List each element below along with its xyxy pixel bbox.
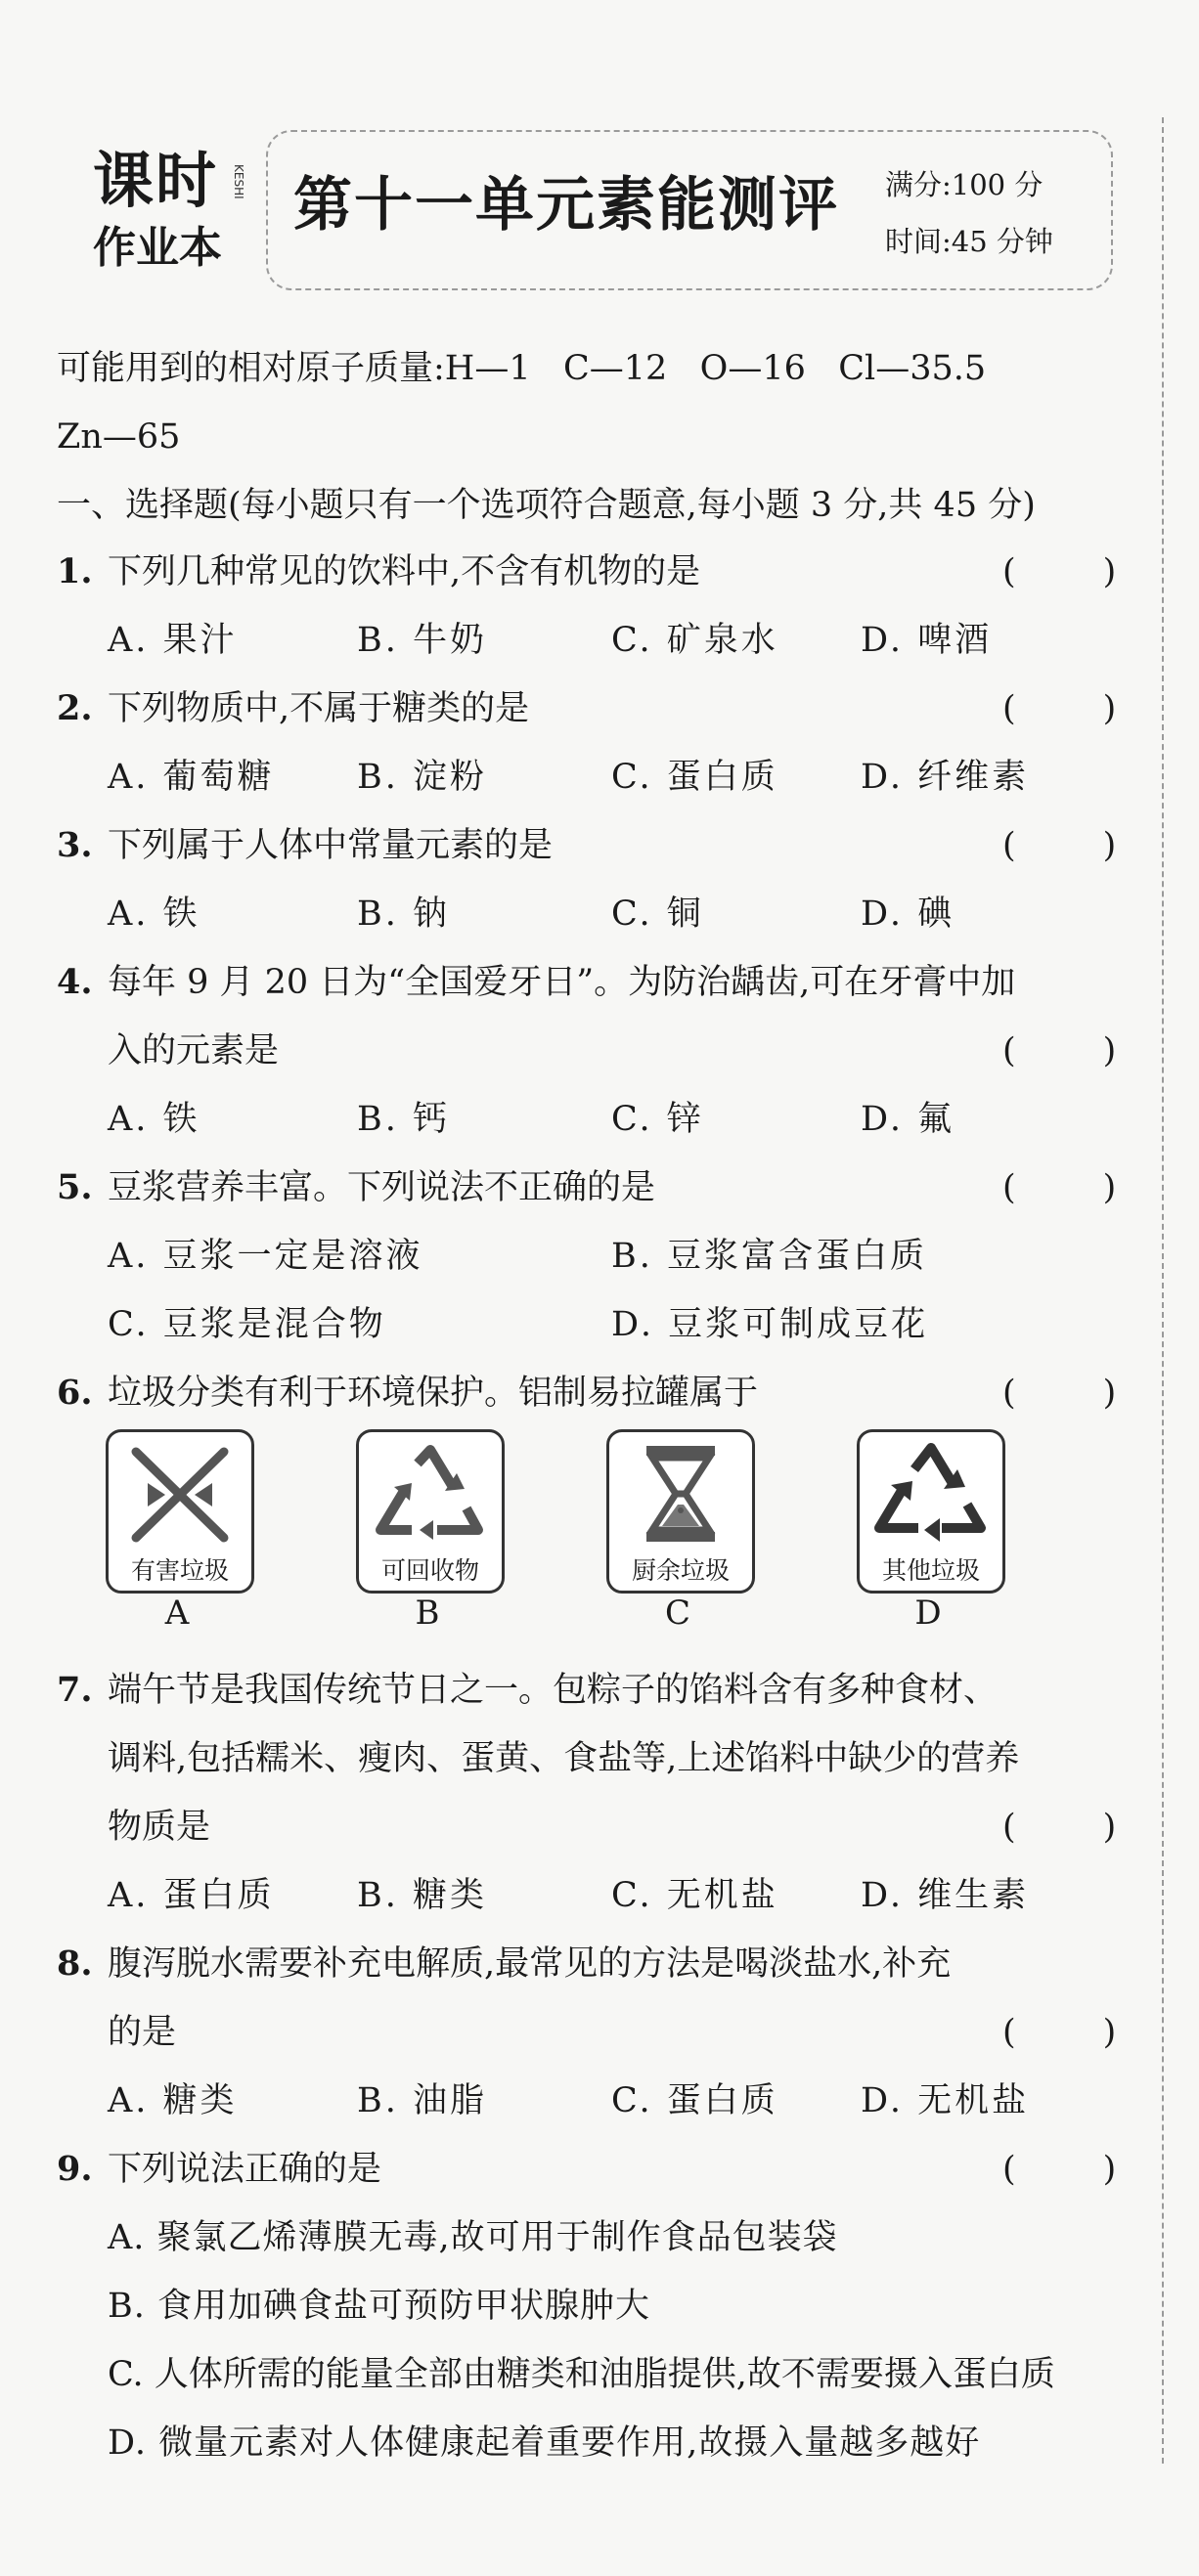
answer-bracket[interactable]: ( ) [1002, 826, 1117, 865]
option-c: C. 无机盐 [611, 1876, 778, 1915]
question-text: 端午节是我国传统节日之一。包粽子的馅料含有多种食材、 [108, 1671, 999, 1710]
question-number: 9. [57, 2149, 93, 2189]
option-a: A. 铁 [108, 895, 200, 934]
option-b: B. 淀粉 [357, 758, 487, 797]
sign-label: 可回收物 [380, 1556, 479, 1585]
option-d: D. 微量元素对人体健康起着重要作用,故摄入量越多越好 [108, 2423, 981, 2463]
kitchen-waste-sign [606, 1429, 755, 1594]
question-text: 豆浆营养丰富。下列说法不正确的是 [108, 1168, 656, 1207]
option-b: B. 钠 [357, 895, 450, 934]
page-title: 第十一单元素能测评 [293, 171, 839, 240]
hazardous-waste-sign [106, 1429, 254, 1594]
option-a: A. 聚氯乙烯薄膜无毒,故可用于制作食品包装袋 [108, 2218, 838, 2257]
option-c-letter: C [664, 1594, 690, 1633]
recyclable-icon [369, 1440, 492, 1548]
option-c: C. 铜 [611, 895, 704, 934]
question-text: 下列说法正确的是 [108, 2150, 382, 2189]
answer-bracket[interactable]: ( ) [1002, 1031, 1117, 1070]
option-c: C. 蛋白质 [611, 758, 778, 797]
logo [93, 145, 245, 293]
answer-bracket[interactable]: ( ) [1002, 1808, 1117, 1847]
option-c: C. 蛋白质 [611, 2081, 778, 2120]
option-d: D. 豆浆可制成豆花 [611, 1305, 929, 1344]
sign-label: 有害垃圾 [130, 1556, 229, 1585]
option-b: B. 豆浆富含蛋白质 [611, 1237, 927, 1276]
question-number: 4. [57, 962, 93, 1002]
option-b: B. 钙 [357, 1100, 450, 1139]
margin-dashed-line [1162, 117, 1164, 2464]
answer-bracket[interactable]: ( ) [1002, 2150, 1117, 2189]
kitchen-waste-icon [619, 1440, 742, 1548]
option-d: D. 碘 [861, 895, 955, 934]
question-number: 5. [57, 1167, 93, 1207]
option-d: D. 氟 [861, 1100, 955, 1139]
answer-bracket[interactable]: ( ) [1002, 2013, 1117, 2052]
question-text-cont: 的是 [108, 2013, 177, 2052]
question-text: 下列属于人体中常量元素的是 [108, 826, 554, 865]
hazardous-waste-icon [118, 1440, 242, 1548]
exam-meta [885, 156, 1053, 270]
logo-line1: 课时 [93, 145, 219, 216]
option-d: D. 维生素 [861, 1876, 1030, 1915]
question-text: 每年 9 月 20 日为“全国爱牙日”。为防治龋齿,可在牙膏中加 [108, 963, 1016, 1002]
question-text: 垃圾分类有利于环境保护。铝制易拉罐属于 [108, 1374, 759, 1413]
option-a: A. 葡萄糖 [108, 758, 275, 797]
logo-line2: 作业本 [93, 223, 222, 273]
question-text-cont: 入的元素是 [108, 1031, 280, 1070]
option-b-letter: B [415, 1594, 440, 1633]
question-number: 2. [57, 688, 93, 728]
answer-bracket[interactable]: ( ) [1002, 1168, 1117, 1207]
question-number: 6. [57, 1373, 93, 1413]
question-text: 腹泻脱水需要补充电解质,最常见的方法是喝淡盐水,补充 [108, 1944, 952, 1984]
sign-label: 其他垃圾 [881, 1556, 980, 1585]
recyclable-sign [356, 1429, 505, 1594]
option-c: C. 矿泉水 [611, 621, 778, 660]
option-c: C. 人体所需的能量全部由糖类和油脂提供,故不需要摄入蛋白质 [108, 2355, 1055, 2394]
option-b: B. 牛奶 [357, 621, 487, 660]
other-waste-icon [869, 1440, 993, 1548]
atomic-masses-line1: 可能用到的相对原子质量:H—1 C—12 O—16 Cl—35.5 [57, 349, 987, 388]
question-text: 下列物质中,不属于糖类的是 [108, 689, 530, 728]
option-a: A. 铁 [108, 1100, 200, 1139]
question-text: 下列几种常见的饮料中,不含有机物的是 [108, 552, 701, 591]
option-d: D. 啤酒 [861, 621, 993, 660]
option-a: A. 糖类 [108, 2081, 238, 2120]
option-d: D. 无机盐 [861, 2081, 1030, 2120]
question-number: 8. [57, 1943, 93, 1984]
option-b: B. 油脂 [357, 2081, 487, 2120]
question-text-cont: 物质是 [108, 1808, 211, 1847]
answer-bracket[interactable]: ( ) [1002, 689, 1117, 728]
option-d-letter: D [914, 1594, 942, 1633]
sign-label: 厨余垃圾 [631, 1556, 730, 1585]
time-limit: 时间:45 分钟 [885, 225, 1053, 258]
option-a: A. 豆浆一定是溶液 [108, 1237, 423, 1276]
question-number: 1. [57, 551, 93, 591]
option-a: A. 果汁 [108, 621, 238, 660]
option-a: A. 蛋白质 [108, 1876, 275, 1915]
answer-bracket[interactable]: ( ) [1002, 552, 1117, 591]
option-a-letter: A [164, 1594, 190, 1633]
option-c: C. 豆浆是混合物 [108, 1305, 386, 1344]
logo-tag: KESHI [232, 164, 245, 199]
atomic-masses-line2: Zn—65 [57, 417, 181, 457]
full-score: 满分:100 分 [885, 168, 1044, 201]
answer-bracket[interactable]: ( ) [1002, 1374, 1117, 1413]
section-heading: 一、选择题(每小题只有一个选项符合题意,每小题 3 分,共 45 分) [57, 486, 1036, 525]
question-text-cont: 调料,包括糯米、瘦肉、蛋黄、食盐等,上述馅料中缺少的营养 [108, 1739, 1020, 1778]
option-d: D. 纤维素 [861, 758, 1030, 797]
option-b: B. 食用加碘食盐可预防甲状腺肿大 [108, 2287, 650, 2326]
question-number: 7. [57, 1670, 93, 1710]
option-c: C. 锌 [611, 1100, 704, 1139]
question-number: 3. [57, 825, 93, 865]
option-b: B. 糖类 [357, 1876, 487, 1915]
other-waste-sign [857, 1429, 1005, 1594]
